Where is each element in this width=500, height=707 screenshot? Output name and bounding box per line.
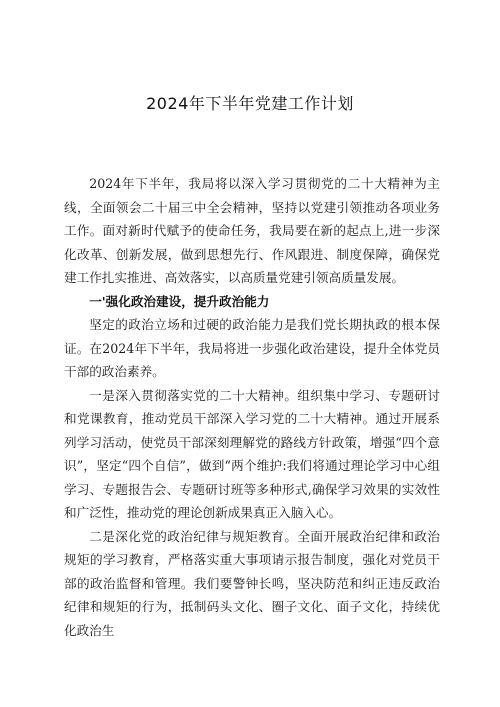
- point-two-paragraph: 二是深化党的政治纪律与规矩教育。全面开展政治纪律和政治规矩的学习教育，严格落实重大事项请示报告制度，强化对党员干部的政治监督和管理。我们要警钟长鸣，坚决防范和纠正违反政治纪律和规矩的行为，抵制码头文化、圈子文化、面子文化，持续优化政治生: [64, 528, 440, 638]
- document-title: 2024年下半年党建工作计划: [146, 94, 354, 113]
- document-body: [64, 172, 440, 642]
- point-one-paragraph: 一是深入贯彻落实党的二十大精神。组织集中学习、专题研讨和党课教育，推动党员干部深入学习党的二十大精神。通过开展系列学习活动，使党员干部深刻理解党的路线方针政策，增强“四个意识”，坚定“四个自信”，做到“两个维护:我们将通过理论学习中心组学习、专题报告会、专题研讨班等多种形式,确保学习效果的实效性和广泛性，推动党的理论创新成果真正入脑入心。: [64, 387, 440, 520]
- section-heading: 一'强化政治建设，提升政治能力: [89, 293, 270, 309]
- section-intro-paragraph: 坚定的政治立场和过硬的政治能力是我们党长期执政的根本保证。在2024年下半年，我局将进一步强化政治建设，提升全体党员干部的政治素养。: [64, 317, 440, 379]
- intro-paragraph: 2024年下半年，我局将以深入学习贯彻党的二十大精神为主线，全面领会二十届三中全会精神，坚持以党建引领推动各项业务工作。面对新时代赋予的使命任务，我局要在新的起点上,进一步深化改革、创新发展，做到思想先行、作风跟进、制度保障，确保党建工作扎实推进、高效落实，以高质量党建引领高质量发展。: [64, 176, 440, 285]
